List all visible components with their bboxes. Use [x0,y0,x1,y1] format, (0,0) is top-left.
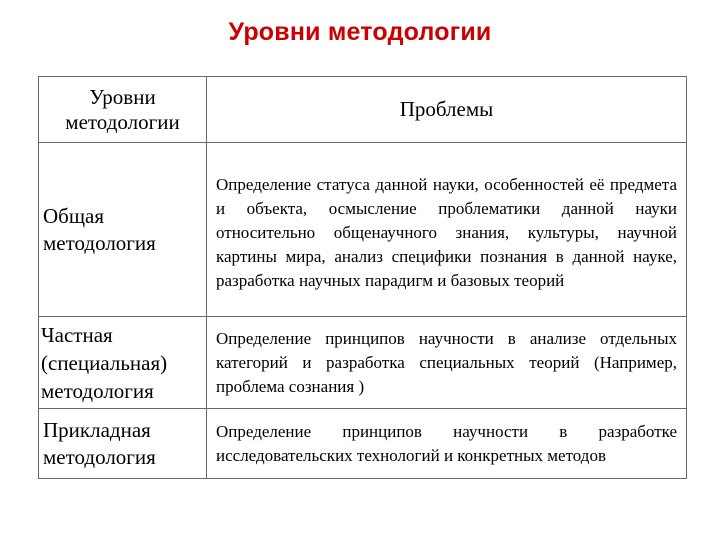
problems-applied-text: Определение принципов научности в разработке исследовательских технологий и конкретных методов [216,421,677,465]
header-levels: Уровни методологии [39,77,207,143]
level-general: Общая методология [39,143,207,317]
table-header-row [39,77,687,143]
problems-special-text: Определение принципов научности в анализе отдельных категорий и разработка специальных теорий (Например, проблема сознания ) [216,328,677,396]
slide-title: Уровни методологии [228,18,492,46]
table-row-special [39,317,687,409]
problems-special [207,317,687,409]
problems-general [207,143,687,317]
problems-general-text: Определение статуса данной науки, особенностей её предмета и объекта, осмысление проблематики данной науки относительно общенаучного знания, культуры, научной картины мира, анализ специфики познания в данной науке, разработка научных парадигм и базовых теорий [216,174,677,290]
methodology-table [38,76,687,479]
level-applied: Прикладная методология [39,409,207,479]
table-row-applied [39,409,687,479]
level-special: Частная (специальная) методология [39,317,207,409]
problems-applied [207,409,687,479]
table-row-general [39,143,687,317]
header-problems: Проблемы [207,77,687,143]
